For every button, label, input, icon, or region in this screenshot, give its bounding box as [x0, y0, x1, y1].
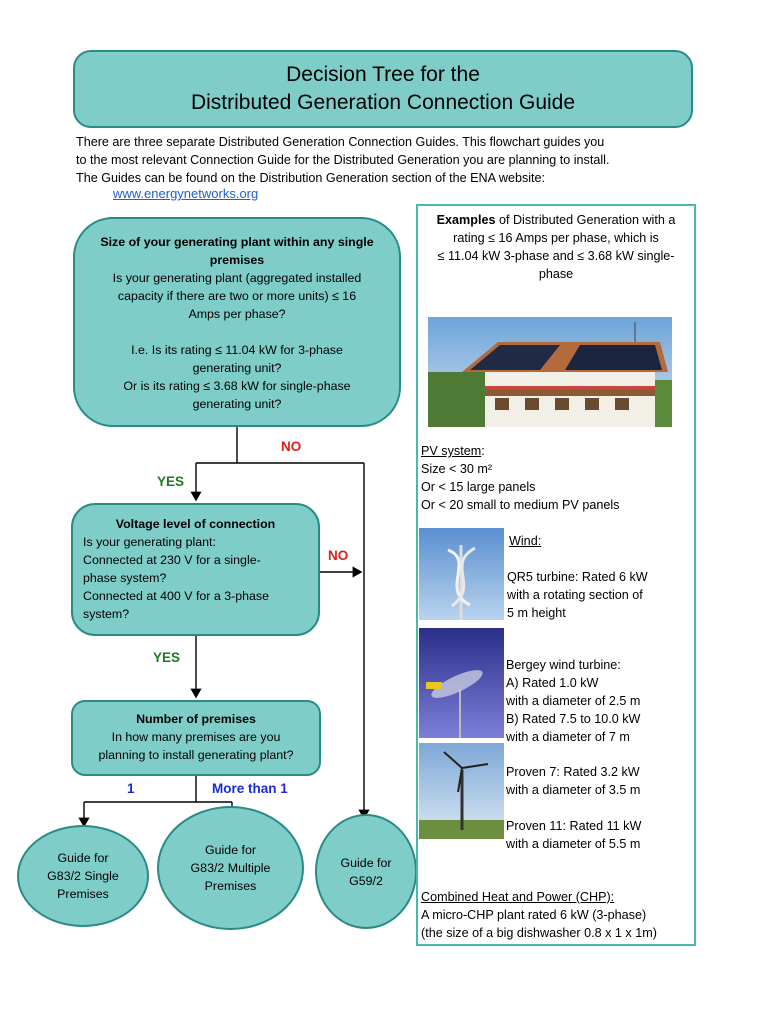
- outcome-multiple-line-2: G83/2 Multiple: [190, 861, 271, 875]
- intro-line-3: The Guides can be found on the Distribution Generation section of the ENA website:: [76, 171, 546, 185]
- pv-section: PV system: Size < 30 m² Or < 15 large panels Or < 20 small to medium PV panels: [421, 444, 620, 512]
- chp-line-2: (the size of a big dishwasher 0.8 x 1 x 1m): [421, 926, 657, 940]
- plant-size-question-7: generating unit?: [192, 397, 282, 411]
- voltage-line-3: phase system?: [83, 571, 167, 585]
- pv-line-3: Or < 20 small to medium PV panels: [421, 498, 620, 512]
- outcome-g83-multiple: [157, 806, 304, 930]
- proven7-line-1: Proven 7: Rated 3.2 kW: [506, 765, 640, 779]
- outcome-single-line-3: Premises: [57, 887, 109, 901]
- outcome-g59-line-1: Guide for: [340, 855, 392, 870]
- pv-line-1: Size < 30 m²: [421, 462, 493, 476]
- decision-node-voltage: [71, 503, 320, 636]
- bergey-line-5: with a diameter of 7 m: [506, 730, 630, 744]
- chp-section: [421, 888, 657, 942]
- voltage-line-4: Connected at 400 V for a 3-phase: [83, 589, 269, 603]
- outcome-g59: [315, 814, 417, 929]
- proven11-description: [506, 817, 641, 853]
- qr5-line-3: 5 m height: [507, 606, 566, 620]
- outcome-multiple-line-3: Premises: [204, 879, 257, 893]
- qr5-line-1: QR5 turbine: Rated 6 kW: [507, 570, 648, 584]
- edge-label-yes-2: YES: [153, 650, 181, 665]
- pv-line-2: Or < 15 large panels: [421, 480, 536, 494]
- bergey-line-1: Bergey wind turbine:: [506, 658, 621, 672]
- plant-size-question-4: I.e. Is its rating ≤ 11.04 kW for 3-phase: [131, 343, 343, 357]
- plant-size-question-3: Amps per phase?: [188, 307, 286, 321]
- edge-label-no-1: NO: [281, 439, 302, 454]
- outcome-single-line-2: G83/2 Single: [47, 869, 119, 883]
- proven7-line-2: with a diameter of 3.5 m: [506, 783, 641, 797]
- voltage-line-1: Is your generating plant:: [83, 535, 216, 549]
- examples-heading: Examples of Distributed Generation with a rating ≤ 16 Amps per phase, which is ≤ 11.04 kW 3-phase and ≤ 3.68 kW single- phase: [436, 213, 676, 281]
- intro-line-1: There are three separate Distributed Generation Connection Guides. This flowchart guides you: [76, 135, 605, 149]
- plant-size-question-6: Or is its rating ≤ 3.68 kW for single-phase: [123, 379, 351, 393]
- bergey-line-2: A) Rated 1.0 kW: [506, 676, 599, 690]
- title-line-1: Decision Tree for the: [286, 63, 480, 86]
- proven7-description: [506, 763, 640, 799]
- ena-website-link[interactable]: www.energynetworks.org: [113, 186, 259, 201]
- qr5-description: [507, 568, 648, 622]
- decision-node-premises: [71, 700, 321, 776]
- plant-size-question-1: Is your generating plant (aggregated installed: [112, 271, 362, 285]
- title-line-2: Distributed Generation Connection Guide: [190, 91, 576, 114]
- outcome-g59-line-2: G59/2: [349, 873, 383, 888]
- outcome-single-line-1: Guide for: [57, 851, 109, 865]
- premises-line-2: planning to install generating plant?: [98, 748, 294, 762]
- plant-size-question-5: generating unit?: [192, 361, 282, 375]
- intro-line-2: to the most relevant Connection Guide for the Distributed Generation you are planning to install.: [76, 153, 610, 167]
- edge-label-more-than-one: More than 1: [212, 781, 288, 796]
- outcome-g83-single: [17, 825, 149, 927]
- qr5-line-2: with a rotating section of: [507, 588, 643, 602]
- premises-heading: Number of premises: [136, 712, 256, 726]
- chp-line-1: A micro-CHP plant rated 6 kW (3-phase): [421, 908, 647, 922]
- proven11-line-2: with a diameter of 5.5 m: [506, 837, 641, 851]
- edge-label-yes-1: YES: [157, 474, 185, 489]
- pv-title: PV system: [421, 444, 482, 458]
- outcome-multiple-line-1: Guide for: [205, 843, 256, 857]
- edge-label-no-2: NO: [328, 548, 349, 563]
- plant-size-question-2: capacity if there are two or more units) ≤ 16: [117, 289, 357, 303]
- wind-title: Wind:: [509, 534, 542, 548]
- proven11-line-1: Proven 11: Rated 11 kW: [506, 819, 642, 833]
- decision-node-plant-size: [73, 217, 401, 427]
- voltage-line-5: system?: [83, 607, 130, 621]
- bergey-line-4: B) Rated 7.5 to 10.0 kW: [506, 712, 641, 726]
- premises-line-1: In how many premises are you: [111, 730, 281, 744]
- plant-size-heading: Size of your generating plant within any single premises: [100, 235, 374, 267]
- chp-title: Combined Heat and Power (CHP):: [421, 890, 615, 904]
- edge-label-one: 1: [127, 781, 135, 796]
- bergey-line-3: with a diameter of 2.5 m: [506, 694, 641, 708]
- voltage-heading: Voltage level of connection: [115, 517, 276, 531]
- voltage-line-2: Connected at 230 V for a single-: [83, 553, 261, 567]
- bergey-description: [506, 656, 640, 746]
